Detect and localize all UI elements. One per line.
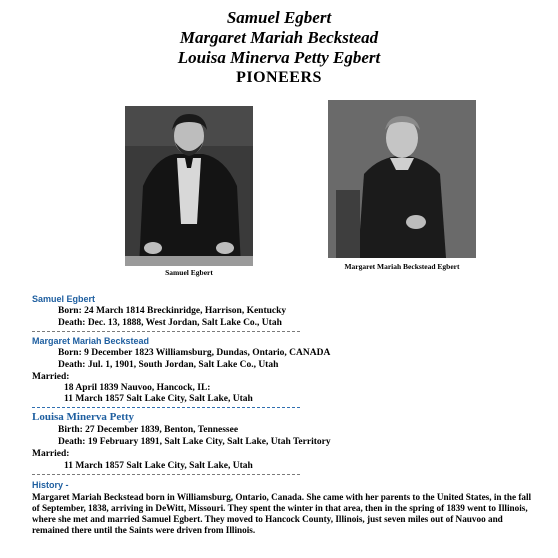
margaret-heading: Margaret Mariah Beckstead	[32, 336, 150, 346]
title-margaret: Margaret Mariah Beckstead	[179, 28, 379, 47]
margaret-married-1: 18 April 1839 Nauvoo, Hancock, IL:	[64, 383, 211, 393]
margaret-death: Death: Jul. 1, 1901, South Jordan, Salt Lake Co., Utah	[58, 360, 279, 370]
title-samuel: Samuel Egbert	[226, 8, 332, 27]
margaret-married-2: 11 March 1857 Salt Lake City, Salt Lake, Utah	[64, 394, 253, 404]
history-text: Margaret Mariah Beckstead born in Williamsburg, Ontario, Canada. She came with her parents to the United States, in the fall of September, 1838, arriving in DeWitt, Missouri. They spent the winter in that area, then in the spring of 1839 went to Illinois, where she met and married Samuel Egbert. They moved to Hancock County, Illinois, just seven miles out of Nauvoo and remained there until the Saints were driven from Illinois.	[32, 492, 532, 535]
louisa-death: Death: 19 February 1891, Salt Lake City, Salt Lake, Utah Territory	[58, 437, 331, 447]
samuel-born: Born: 24 March 1814 Breckinridge, Harrison, Kentucky	[58, 306, 287, 316]
samuel-photo-caption: Samuel Egbert	[165, 268, 213, 277]
margaret-photo-caption: Margaret Mariah Beckstead Egbert	[344, 262, 460, 271]
divider-2	[32, 407, 300, 408]
louisa-married-label: Married:	[32, 449, 70, 459]
samuel-portrait-photo	[125, 106, 253, 266]
title-louisa: Louisa Minerva Petty Egbert	[177, 48, 381, 67]
samuel-death: Death: Dec. 13, 1888, West Jordan, Salt Lake Co., Utah	[58, 318, 282, 328]
louisa-married-1: 11 March 1857 Salt Lake City, Salt Lake, Utah	[64, 461, 253, 471]
margaret-married-label: Married:	[32, 372, 70, 382]
louisa-birth: Birth: 27 December 1839, Benton, Tennessee	[58, 425, 239, 435]
page-title-block	[0, 8, 558, 87]
divider-3	[32, 474, 300, 475]
samuel-heading: Samuel Egbert	[32, 294, 96, 304]
margaret-portrait-photo	[328, 100, 476, 258]
louisa-heading: Louisa Minerva Petty	[32, 411, 135, 423]
margaret-born: Born: 9 December 1823 Williamsburg, Dundas, Ontario, CANADA	[58, 348, 331, 358]
divider-1	[32, 331, 300, 332]
history-heading: History -	[32, 480, 69, 490]
title-pioneers: PIONEERS	[236, 69, 322, 86]
